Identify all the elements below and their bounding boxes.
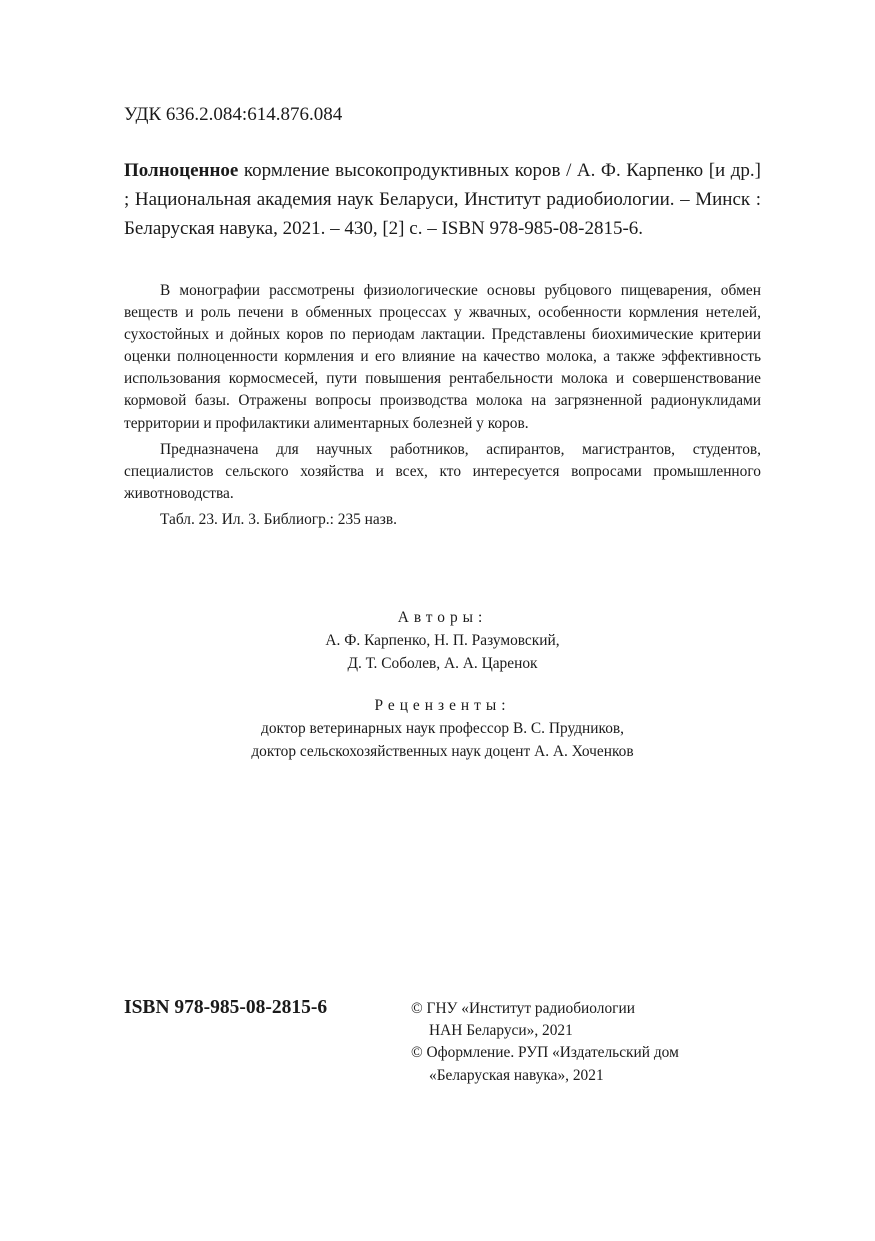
- authors-line-1: А. Ф. Карпенко, Н. П. Разумовский,: [325, 632, 560, 649]
- abstract-paragraph-1: В монографии рассмотрены физиологические основы рубцового пищеварения, обмен веществ и роль печени в обменных процессах у жвачных, особенности кормления нетелей, сухостойных и дойных коров по периодам лактации. Представлены биохимические критерии оценки полноценности кормления и его влияние на качество молока, а также эффективность использования кормосмесей, пути повышения рентабельности молока и совершенствование кормовой базы. Отражены вопросы производства молока на загрязненной радионуклидами территории и профилактики алиментарных болезней у коров.: [124, 282, 761, 432]
- reviewers-block: [124, 694, 761, 763]
- copyright-design-line-2: «Беларуская навука», 2021: [429, 1066, 604, 1084]
- copyright-design-line-1: © Оформление. РУП «Издательский дом: [411, 1044, 679, 1062]
- copyright-institute-line-2: НАН Беларуси», 2021: [429, 1022, 573, 1040]
- bibliographic-description: [124, 156, 761, 243]
- abstract-stats: Табл. 23. Ил. 3. Библиогр.: 235 назв.: [160, 510, 397, 528]
- title-lead-word: Полноценное: [124, 160, 239, 181]
- authors-heading: Авторы:: [397, 609, 488, 626]
- abstract: [124, 280, 761, 531]
- reviewers-line-2: доктор сельскохозяйственных наук доцент А. А. Хоченков: [251, 743, 634, 760]
- authors-line-2: Д. Т. Соболев, А. А. Царенок: [347, 655, 538, 672]
- abstract-paragraph-2: Предназначена для научных работников, аспирантов, магистрантов, студентов, специалистов сельского хозяйства и всех, кто интересуется вопросами промышленного животноводства.: [124, 440, 761, 502]
- reviewers-heading: Рецензенты:: [374, 697, 511, 714]
- authors-block: [124, 606, 761, 675]
- copyright-block: [411, 998, 771, 1087]
- bibliographic-rest: кормление высокопродуктивных коров / А. Ф. Карпенко [и др.] ; Национальная академия наук Беларуси, Институт радиобиологии. – Минск : Беларуская навука, 2021. – 430, [2] с. – ISBN 978-985-08-2815-6.: [124, 160, 761, 239]
- udk-code: УДК 636.2.084:614.876.084: [124, 104, 343, 125]
- copyright-institute-line-1: © ГНУ «Институт радиобиологии: [411, 1000, 635, 1017]
- isbn-number: ISBN 978-985-08-2815-6: [124, 997, 328, 1018]
- reviewers-line-1: доктор ветеринарных наук профессор В. С. Прудников,: [260, 720, 625, 737]
